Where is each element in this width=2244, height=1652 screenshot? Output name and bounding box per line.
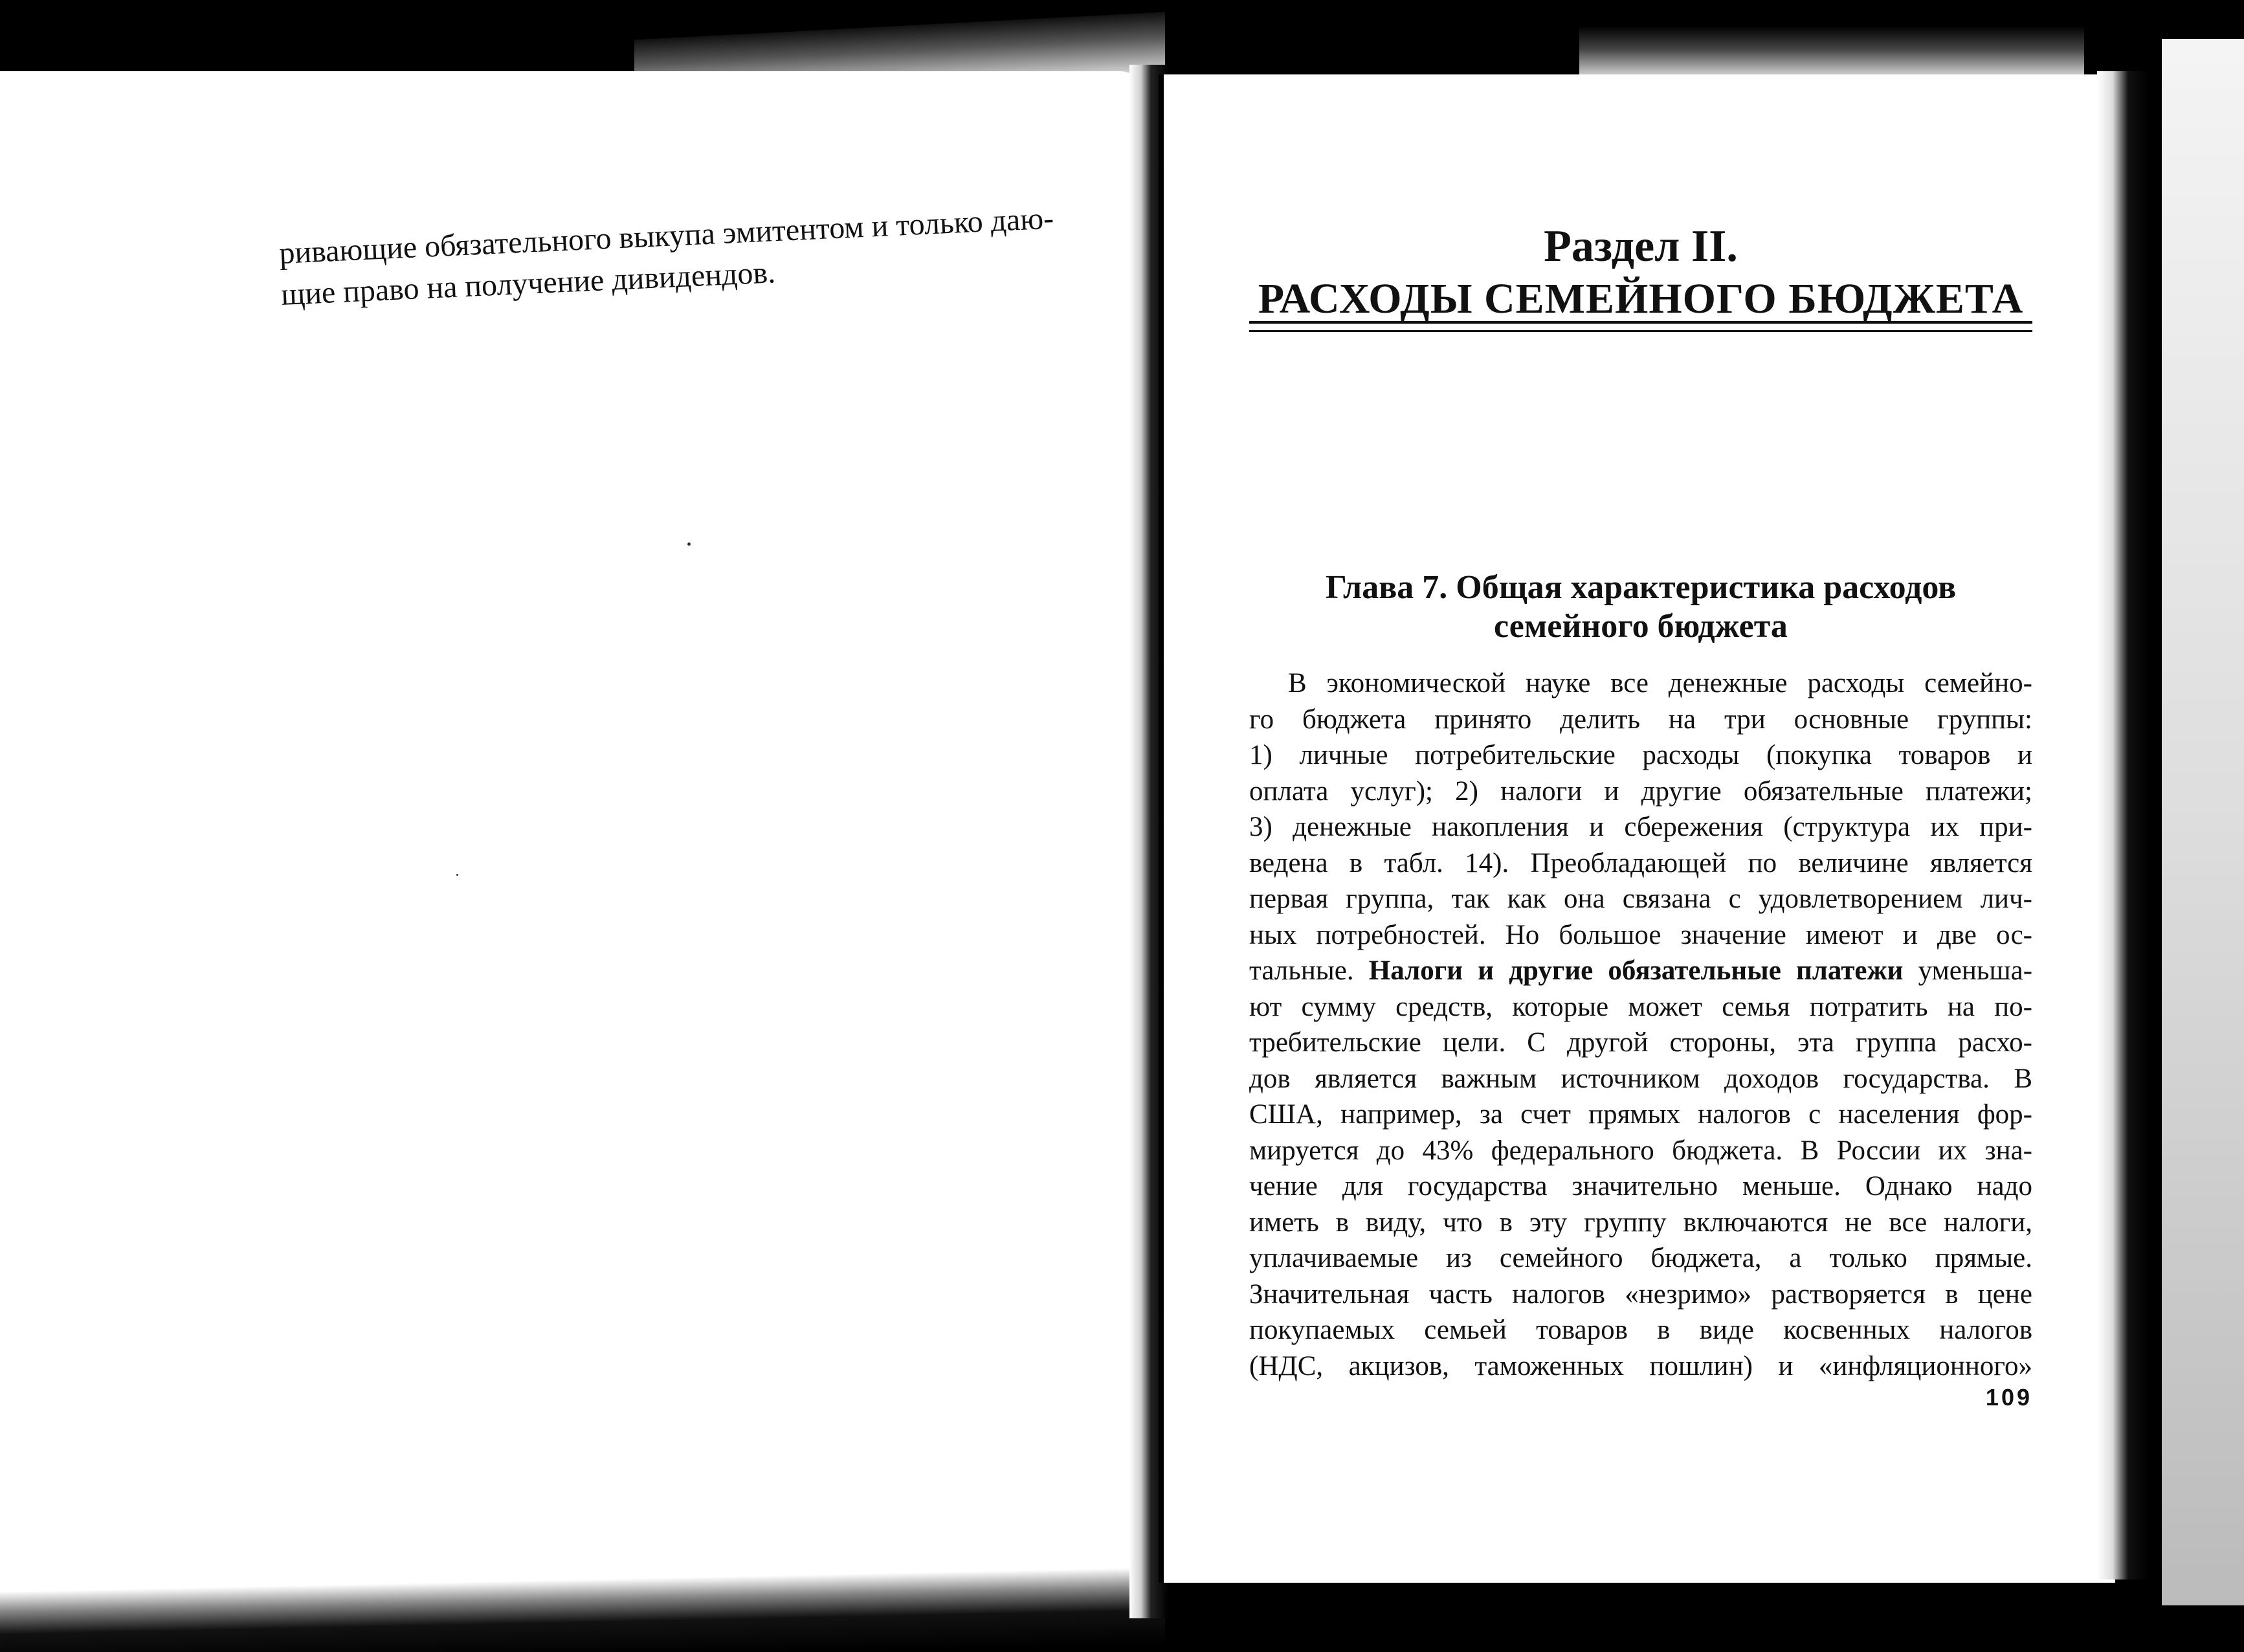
page-edge-right: [2097, 71, 2149, 1579]
body-line: го бюджета принято делить на три основные группы:: [1249, 704, 2032, 735]
body-line: покупаемых семьей товаров в виде косвенных налогов: [1249, 1315, 2032, 1345]
left-page-line: щие право на получение дивидендов.: [280, 255, 777, 312]
body-line: мируется до 43% федерального бюджета. В России их зна-: [1249, 1135, 2032, 1166]
body-line: 1) личные потребительские расходы (покупка товаров и: [1249, 740, 2032, 770]
body-line: оплата услуг); 2) налоги и другие обязательные платежи;: [1249, 776, 2032, 807]
bold-term: Налоги и другие обязательные платежи: [1368, 955, 1904, 986]
chapter-title-line: семейного бюджета: [1494, 608, 1788, 645]
body-line: (НДС, акцизов, таможенных пошлин) и «инфляционного»: [1249, 1350, 2032, 1381]
section-title: Раздел II.: [1544, 221, 1738, 271]
body-line: дов является важным источником доходов государства. В: [1249, 1063, 2032, 1094]
body-line: уплачиваемые из семейного бюджета, а только прямые.: [1249, 1243, 2032, 1273]
body-line: ют сумму средств, которые может семья потратить на по-: [1249, 991, 2032, 1022]
scan-speck: [687, 542, 691, 546]
bold-term-tail: уменьша-: [1918, 955, 2033, 986]
chapter-title-line: Глава 7. Общая характеристика расходов: [1325, 569, 1957, 606]
body-line: Значительная часть налогов «незримо» растворяется в цене: [1249, 1278, 2032, 1310]
page-number: 109: [1985, 1384, 2032, 1411]
scan-speck: [456, 874, 458, 876]
body-line-start: тальные.: [1249, 955, 1354, 986]
left-page-line: ривающие обязательного выкупа эмитентом и только даю-: [278, 201, 1055, 271]
section-heading: [1249, 220, 2032, 325]
body-line: США, например, за счет прямых налогов с населения фор-: [1249, 1099, 2032, 1130]
body-line: 3) денежные накопления и сбережения (структура их при-: [1249, 812, 2032, 842]
body-line: первая группа, так как она связана с удовлетворением лич-: [1249, 884, 2032, 914]
heading-double-rule: [1249, 321, 2032, 332]
body-line: ведена в табл. 14). Преобладающей по величине является: [1249, 847, 2032, 878]
scanner-margin-right: [2155, 39, 2244, 1605]
body-line: иметь в виду, что в эту группу включаются не все налоги,: [1249, 1207, 2032, 1238]
chapter-title: [1249, 568, 2032, 646]
body-line: ных потребностей. Но большое значение имеют и две ос-: [1249, 919, 2032, 950]
body-line: чение для государства значительно меньше. Однако надо: [1249, 1171, 2032, 1201]
body-line-with-bold-term: [1249, 953, 2032, 989]
section-name: РАСХОДЫ СЕМЕЙНОГО БЮДЖЕТА: [1258, 275, 2024, 322]
body-text: [1249, 665, 2032, 1384]
body-line: В экономической науке все денежные расходы семейно-: [1288, 668, 2032, 698]
body-line: требительские цели. С другой стороны, эта группа расхо-: [1249, 1027, 2032, 1058]
